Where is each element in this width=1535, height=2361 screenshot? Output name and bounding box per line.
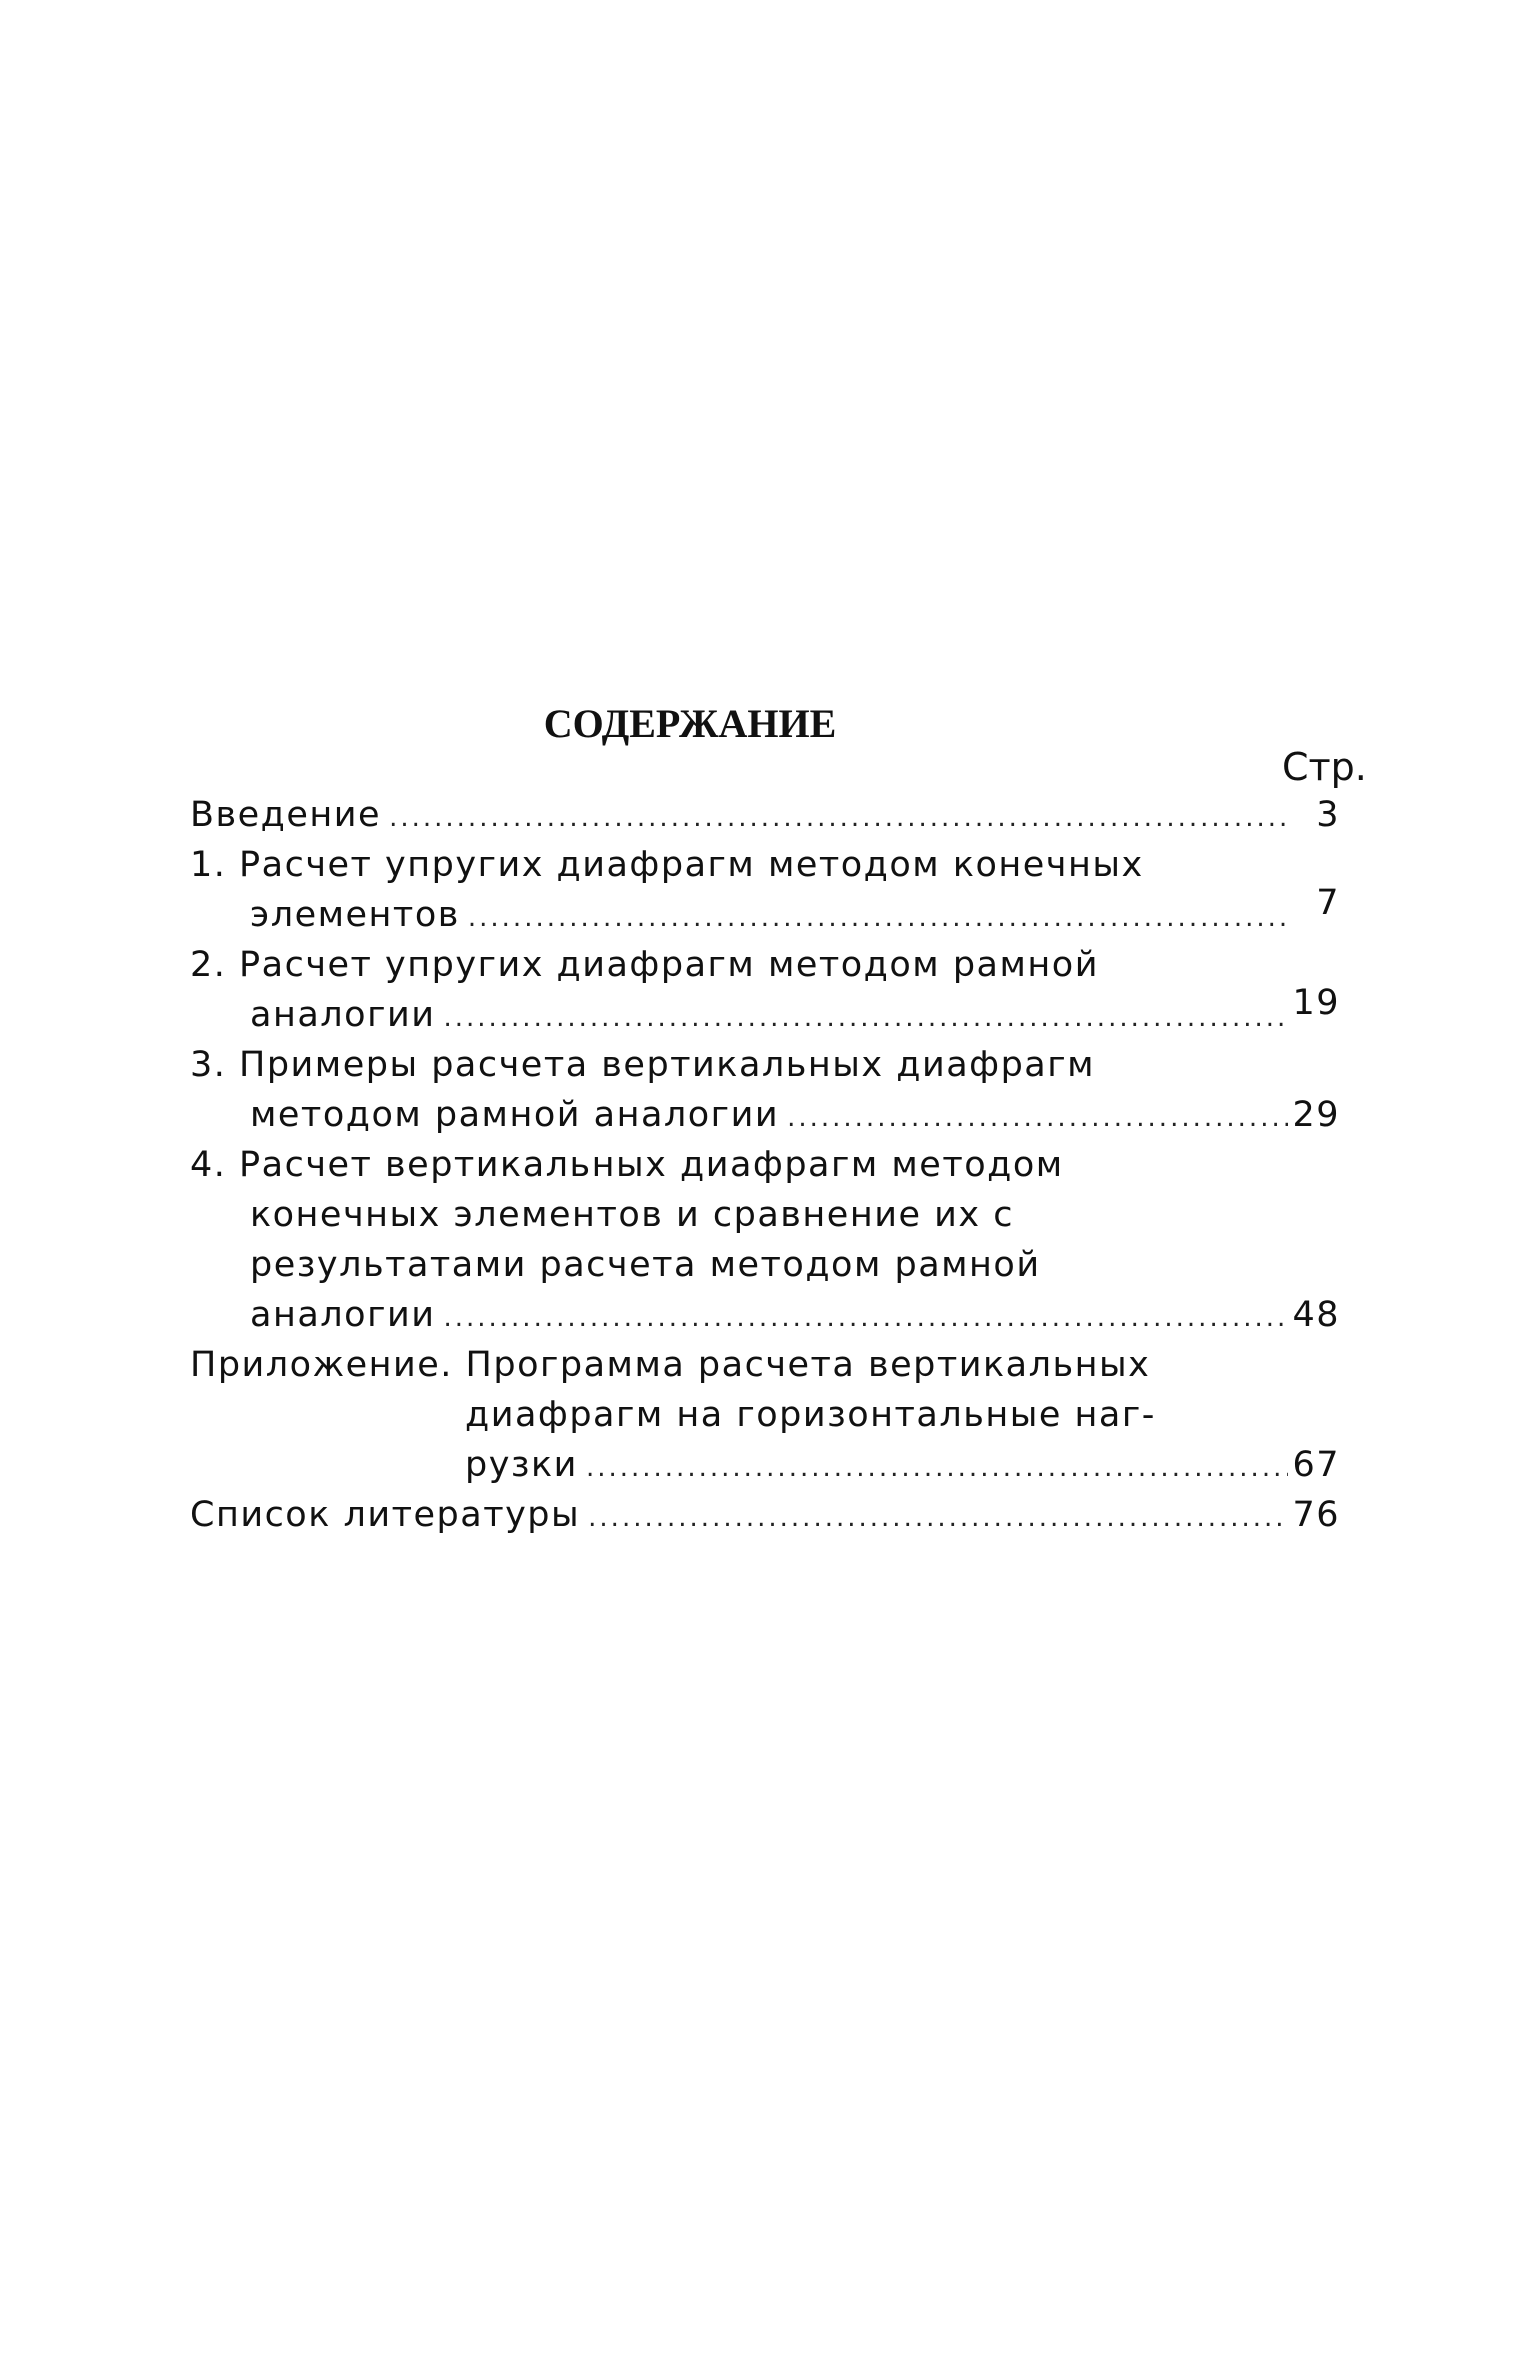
toc-entry-references[interactable]	[190, 1495, 1340, 1541]
toc-entry-ch4-line2[interactable]	[250, 1195, 1014, 1241]
toc-entry-text: 2. Расчет упругих диафрагм методом рамной	[190, 945, 1099, 985]
dot-leader	[468, 903, 1288, 933]
toc-entry-page: 48	[1292, 1295, 1340, 1335]
toc-entry-text: 1. Расчет упругих диафрагм методом конечных	[190, 845, 1144, 885]
toc-entry-text: конечных элементов и сравнение их с	[250, 1195, 1014, 1235]
toc-entry-text: 4. Расчет вертикальных диафрагм методом	[190, 1145, 1064, 1185]
toc-entry-text: аналогии	[250, 1295, 436, 1335]
toc-entry-ch1-line1[interactable]	[190, 845, 1144, 891]
toc-entry-ch4-line1[interactable]	[190, 1145, 1064, 1191]
toc-entry-ch3-line2[interactable]	[250, 1095, 1340, 1141]
toc-entry-page: 7	[1316, 883, 1340, 923]
toc-entry-intro[interactable]	[190, 795, 1340, 841]
dot-leader	[588, 1503, 1288, 1533]
dot-leader	[586, 1453, 1288, 1483]
toc-entry-appendix-line1[interactable]	[190, 1345, 1150, 1391]
toc-entry-ch4-line4[interactable]	[250, 1295, 1340, 1341]
toc-entry-ch2-line1[interactable]	[190, 945, 1099, 991]
toc-entry-text: аналогии	[250, 995, 436, 1035]
toc-entry-text: рузки	[465, 1445, 578, 1485]
toc-entry-page: 3	[1316, 795, 1340, 835]
toc-entry-text: методом рамной аналогии	[250, 1095, 780, 1135]
page-title: СОДЕРЖАНИЕ	[543, 701, 837, 746]
toc-entry-text: Список литературы	[190, 1495, 581, 1535]
dot-leader	[443, 1303, 1288, 1333]
toc-entry-text: результатами расчета методом рамной	[250, 1245, 1041, 1285]
toc-entry-ch4-line3[interactable]	[250, 1245, 1041, 1291]
toc-entry-text: 3. Примеры расчета вертикальных диафрагм	[190, 1045, 1096, 1085]
dot-leader	[443, 1003, 1288, 1033]
dot-leader	[787, 1103, 1288, 1133]
toc-entry-text: Введение	[190, 795, 382, 835]
toc-entry-text: элементов	[250, 895, 460, 935]
toc-entry-text: диафрагм на горизонтальные наг-	[465, 1395, 1156, 1435]
page-column-label: Стр.	[1282, 745, 1367, 789]
toc-entry-page: 76	[1292, 1495, 1340, 1535]
toc-entry-page: 29	[1292, 1095, 1340, 1135]
toc-entry-text: Приложение. Программа расчета вертикальных	[190, 1345, 1151, 1385]
toc-entry-page: 19	[1292, 983, 1340, 1023]
toc-entry-appendix-line2[interactable]	[465, 1395, 1156, 1441]
toc-entry-ch2-line2[interactable]	[250, 983, 1340, 1041]
dot-leader	[389, 803, 1288, 833]
toc-entry-ch3-line1[interactable]	[190, 1045, 1095, 1091]
toc-entry-page: 67	[1292, 1445, 1340, 1485]
toc-entry-ch1-line2[interactable]	[250, 883, 1340, 941]
toc-entry-appendix-line3[interactable]	[465, 1445, 1340, 1491]
